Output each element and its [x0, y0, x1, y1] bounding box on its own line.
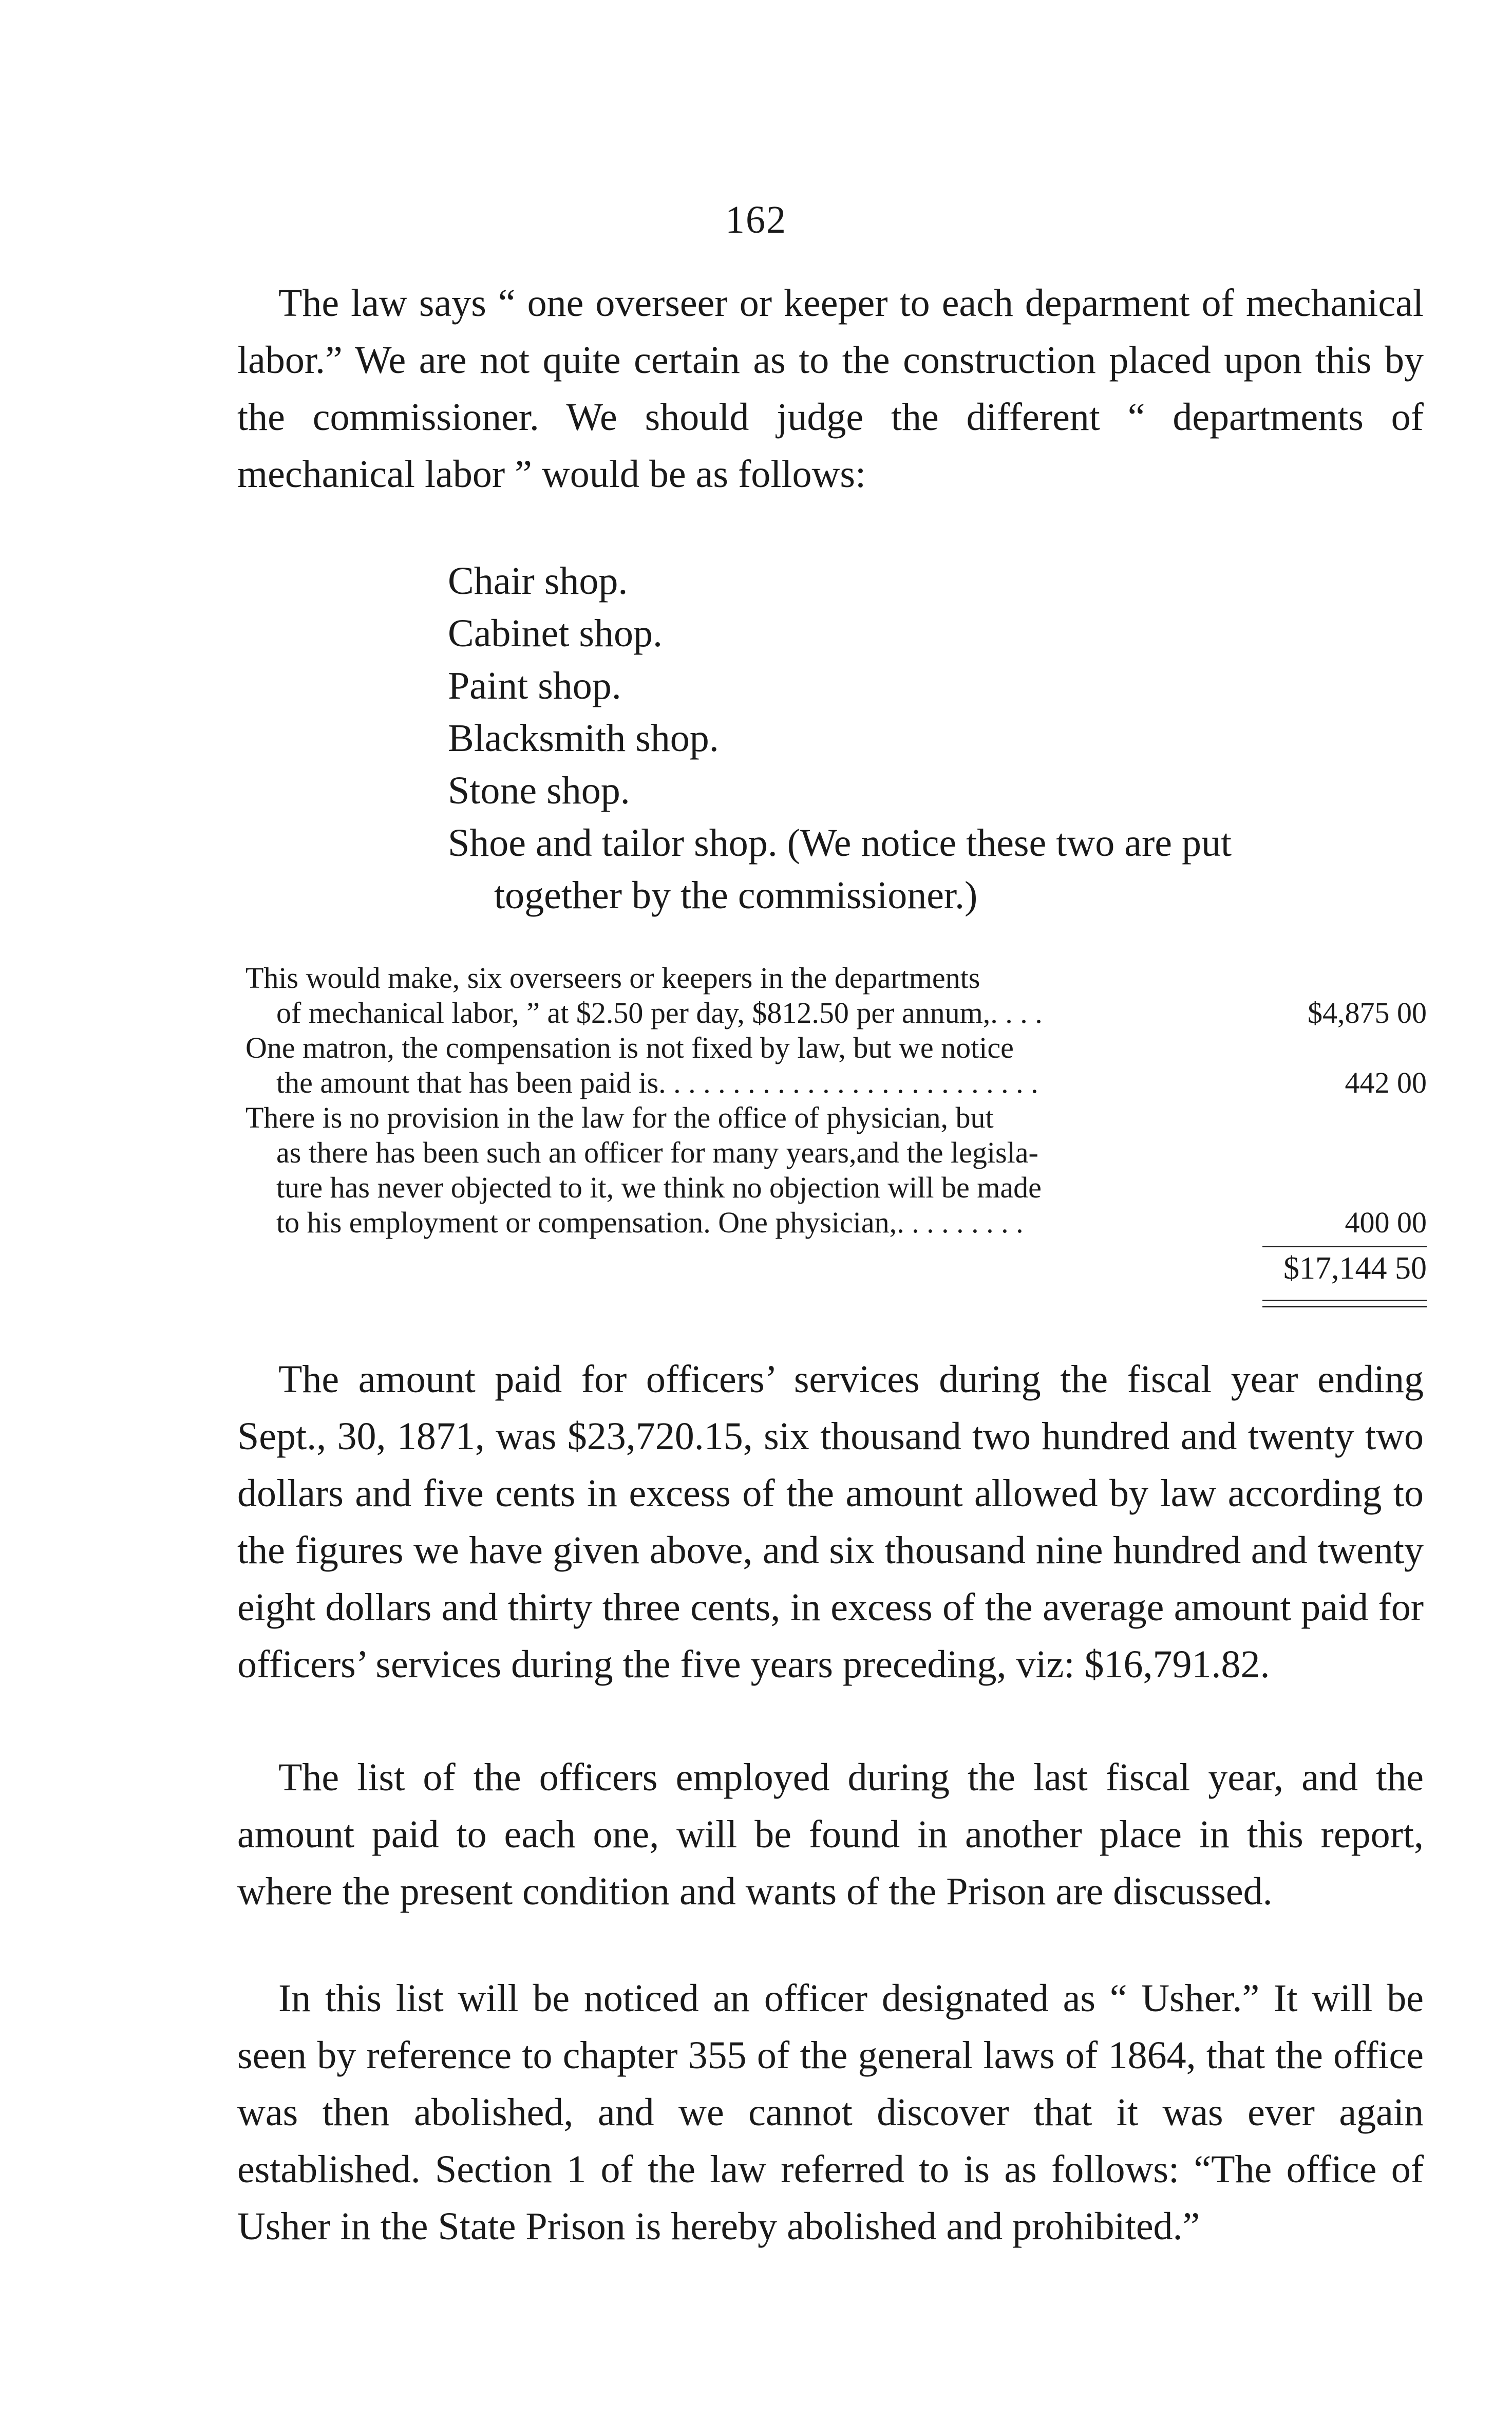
ledger-desc-line: the amount that has been paid is. . . . . . . . . . . . . . . . . . . . . . . . . .	[276, 1066, 1038, 1099]
compensation-ledger	[245, 961, 1427, 1286]
total-rule	[1262, 1246, 1427, 1247]
intro-paragraph	[237, 275, 1424, 503]
ledger-desc-line: This would make, six overseers or keepers in the departments	[245, 961, 980, 995]
ledger-row-physician	[245, 1100, 1427, 1240]
ledger-total: $17,144 50	[1283, 1251, 1427, 1286]
ledger-amount: 400 00	[1345, 1206, 1427, 1239]
ledger-amount: $4,875 00	[1308, 996, 1427, 1029]
double-rule-bottom	[1262, 1306, 1427, 1307]
page-number: 162	[725, 198, 787, 241]
paragraph-usher	[237, 1970, 1424, 2255]
ledger-amount: 442 00	[1345, 1066, 1427, 1099]
ledger-desc-line: of mechanical labor, ” at $2.50 per day, $812.50 per annum,. . . .	[276, 996, 1043, 1029]
ledger-desc-line: There is no provision in the law for the office of physician, but	[245, 1101, 994, 1134]
ledger-desc-line: ture has never objected to it, we think no objection will be made	[276, 1171, 1042, 1204]
shop-item-shoe-tailor	[448, 817, 1424, 922]
paragraph-officers-pay	[237, 1351, 1424, 1693]
ledger-desc-line: to his employment or compensation. One physician,. . . . . . . . .	[276, 1206, 1024, 1239]
paragraph-officers-pay-text: The amount paid for officers’ services during the fiscal year ending Sept., 30, 1871, was $23,720.15, six thousand two hundred and twenty two dollars and five cents in excess of the amount allowed by law according to the figures we have given above, and six thousand nine hundred and twenty eight dollars and thirty three cents, in excess of the average amount paid for officers’ services during the five years preceding, viz: $16,791.82.	[237, 1358, 1424, 1686]
shop-item-shoe-tailor-line1: Shoe and tailor shop. (We notice these two are put	[448, 821, 1232, 865]
shop-item-shoe-tailor-line2: together by the commissioner.)	[494, 874, 978, 917]
shop-item-blacksmith: Blacksmith shop.	[448, 717, 719, 760]
paragraph-officer-list-text: The list of the officers employed during the last fiscal year, and the amount paid to each one, will be found in another place in this report, where the present condition and wants of the Prison are discussed.	[237, 1756, 1424, 1913]
shop-item-paint: Paint shop.	[448, 664, 621, 707]
shop-item-chair: Chair shop.	[448, 559, 628, 603]
ledger-desc-line: One matron, the compensation is not fixed by law, but we notice	[245, 1031, 1014, 1064]
ledger-desc-line: as there has been such an officer for many years,and the legisla-	[276, 1136, 1038, 1169]
shop-item-stone: Stone shop.	[448, 769, 630, 812]
paragraph-usher-text: In this list will be noticed an officer designated as “ Usher.” It will be seen by reference to chapter 355 of the general laws of 1864, that the office was then abolished, and we cannot discover that it was ever again established. Section 1 of the law referred to is as follows: “The office of Usher in the State Prison is hereby abolished and prohibited.”	[237, 1977, 1424, 2248]
ledger-row-matron	[245, 1031, 1427, 1100]
double-rule-top	[1262, 1300, 1427, 1301]
shop-item-cabinet: Cabinet shop.	[448, 612, 663, 655]
ledger-row-overseers	[245, 961, 1427, 1031]
shop-list	[448, 555, 1424, 922]
intro-paragraph-text: The law says “ one overseer or keeper to each deparment of mechanical labor.” We are not quite certain as to the construction placed upon this by the commissioner. We should judge the different “ departments of mechanical labor ” would be as follows:	[237, 282, 1424, 496]
paragraph-officer-list	[237, 1749, 1424, 1920]
